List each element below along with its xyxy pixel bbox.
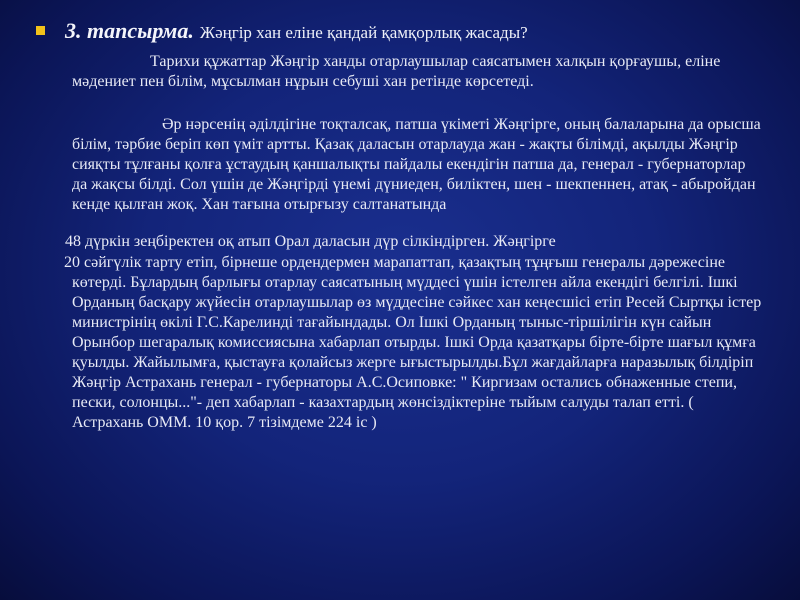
paragraph-2: Әр нәрсенің әділдігіне тоқталсақ, патша үкіметі Жәңгірге, оның балаларына да орысша білім, тәрбие беріп көп үміт артты. Қазақ даласын отарлауда жан - жақты білімді, ақылды Жәңгір сияқты тұлғаны қолға ұстаудың қаншалықты пайдалы екендігін патша да, генерал - губернаторлар да жақсы білді. Сол үшін де Жәңгірді үнемі дүниеден, биліктен, шен - шекпеннен, атақ - абыройдан кенде қылған жоқ. Хан тағына отырғызу салтанатында <box>72 116 761 213</box>
paragraph-4: 20 сәйгүлік тарту етіп, бірнеше ордендермен марапаттап, қазақтың тұңғыш генералы дәрежесіне көтерді. Бұлардың барлығы отарлау саясатының мүддесі үшін істелген айла екендігі белгілі. Ішкі Орданың басқару жүйесін отарлаушылар өз мүддесіне сәйкес хан кеңесшісі етіп Ресей Сыртқы істер министрінің өкілі Г.С.Карелинді тағайындады. Ол Ішкі Орданың тыныс-тіршілігін күн сайын Орынбор шегаралық комиссиясына хабарлап отырды. Ішкі Орда қазатқары бірте-бірте шағыл құмға қуылды. Жайылымға, қыстауға қолайсыз жерге ығыстырылды.Бұл жағдайларға наразылық білдіріп Жәңгір Астрахань генерал - губернаторы А.С.Осиповке: " Киргизам остались обнаженные степи, пески, солонцы..."- деп хабарлап - казахтардың жөнсіздіктеріне тыйым салуды талап етті. ( Астрахань ОММ. 10 қор. 7 тізімдеме 224 іс ) <box>64 254 762 431</box>
square-bullet-icon <box>36 26 45 35</box>
task-label: 3. тапсырма. <box>65 18 194 43</box>
paragraph-3: 48 дүркін зеңбіректен оқ атып Орал даласын дүр сілкіндірген. Жәңгірге <box>65 233 556 250</box>
task-question: Жәңгір хан еліне қандай қамқорлық жасады? <box>199 23 528 42</box>
slide-title <box>36 18 776 44</box>
paragraph-1: Тарихи құжаттар Жәңгір ханды отарлаушылар саясатымен халқын қорғаушы, еліне мәдениет пен білім, мұсылман нұрын себуші хан ретінде көрсетеді. <box>72 53 721 90</box>
